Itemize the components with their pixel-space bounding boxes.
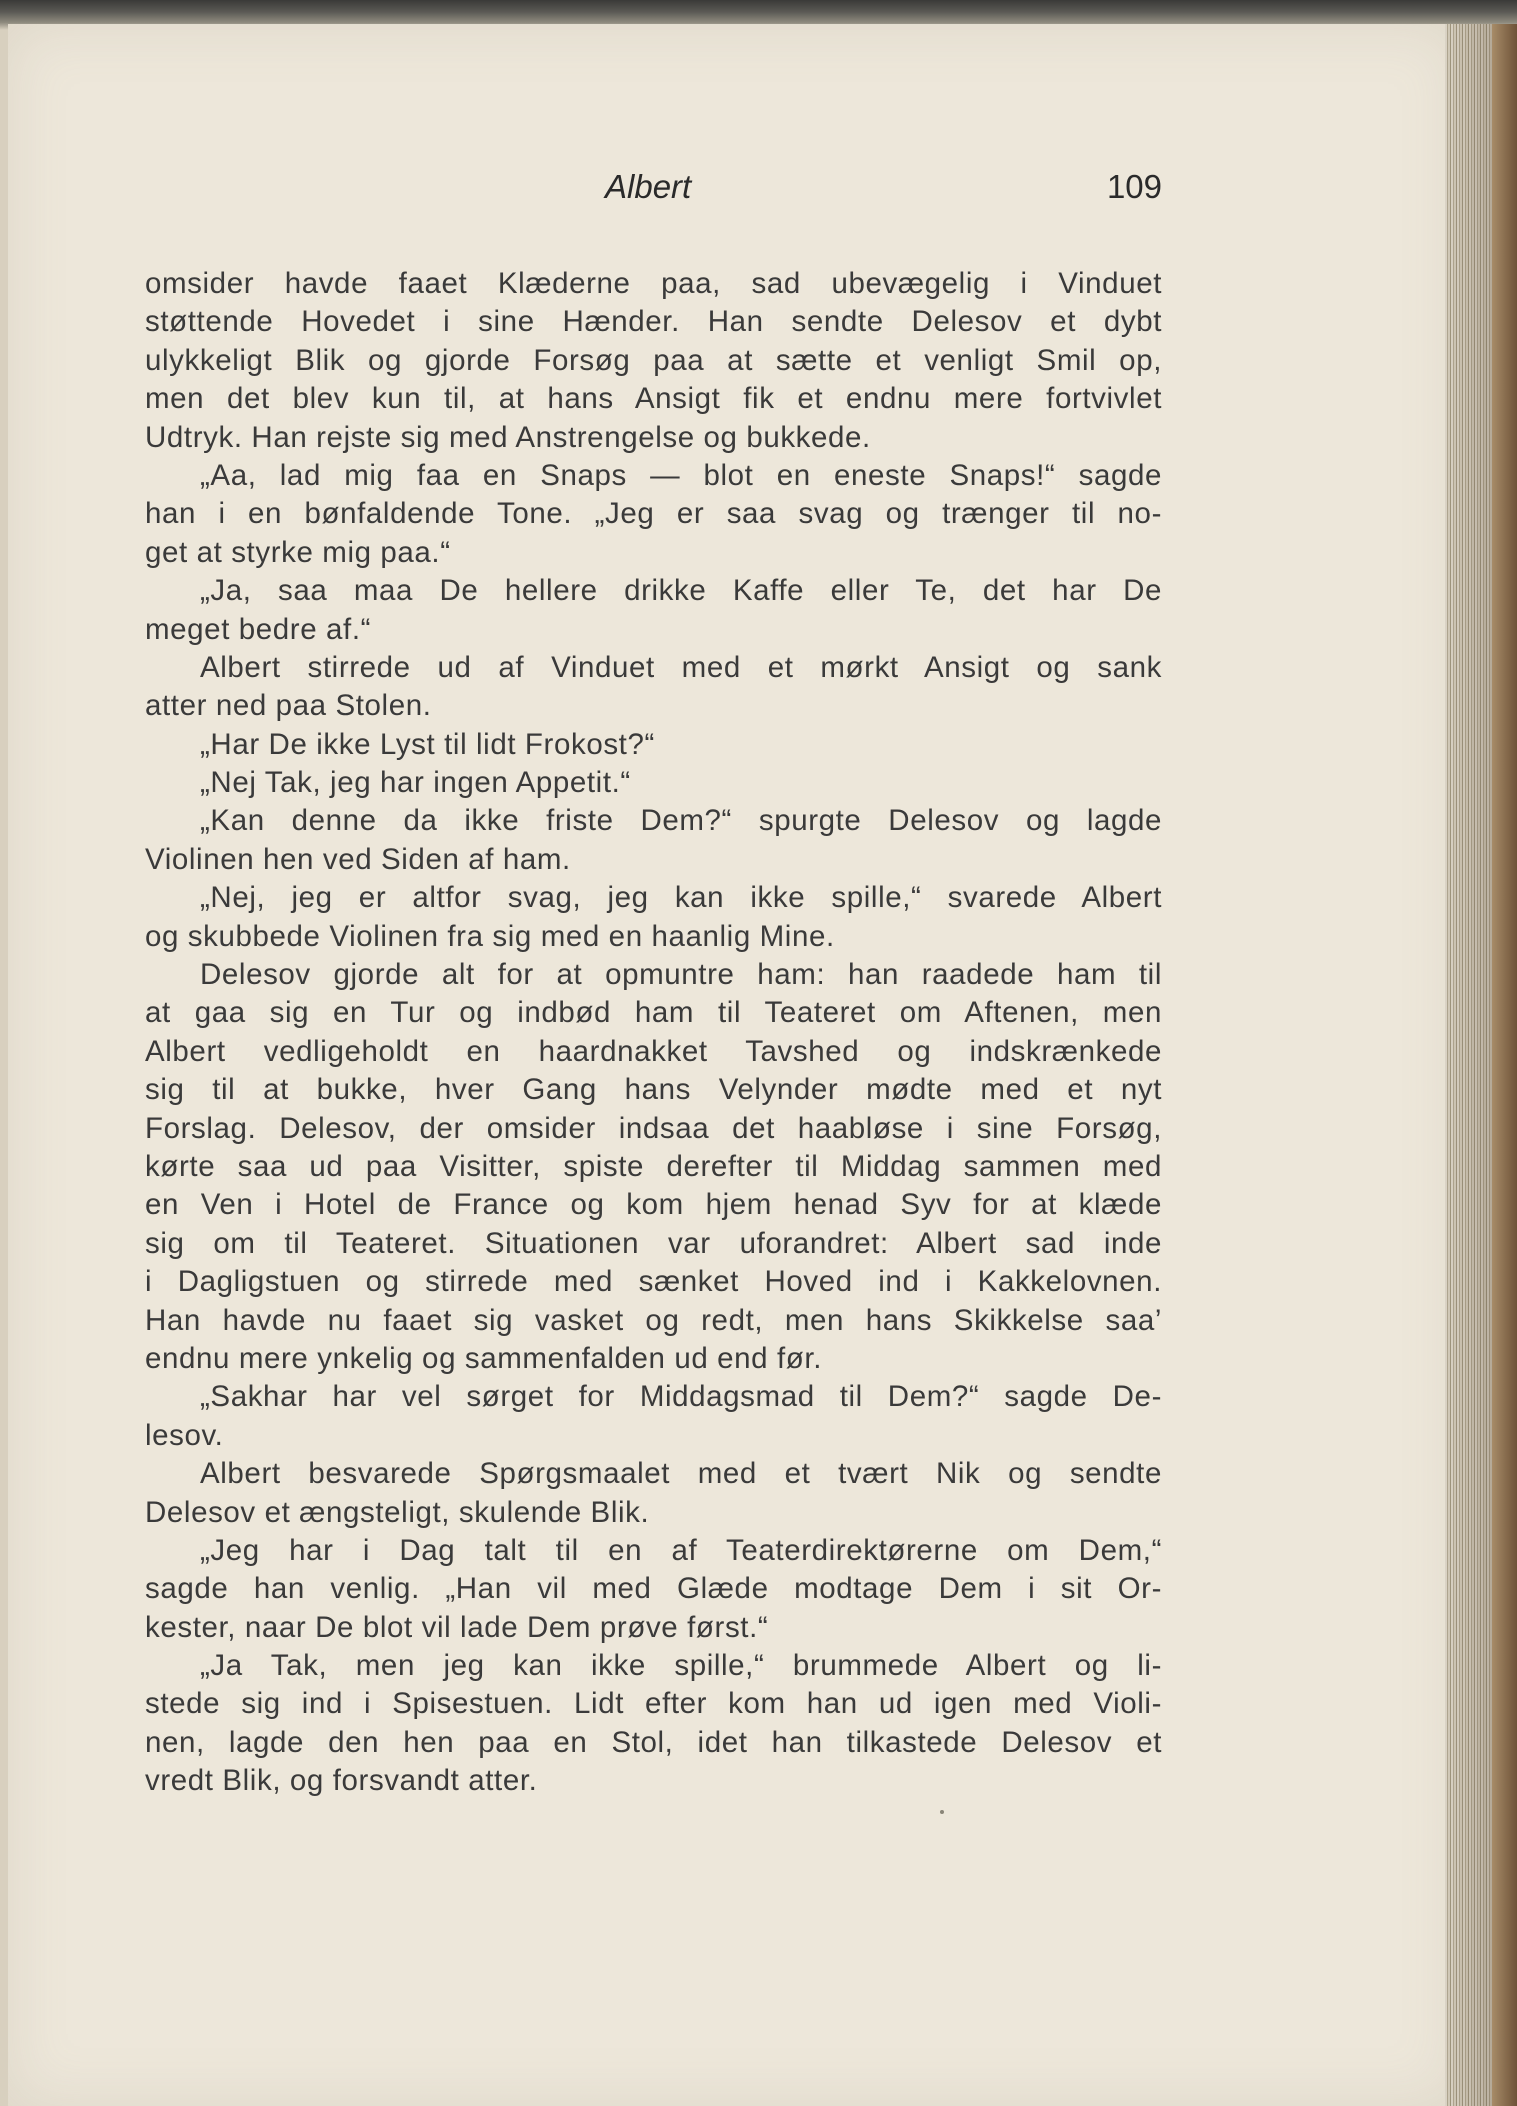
text-line: „Nej, jeg er altfor svag, jeg kan ikke spille,“ svarede Albert (200, 881, 1162, 915)
text-line: kørte saa ud paa Visitter, spiste derefter til Middag sammen med (145, 1149, 1162, 1183)
running-title: Albert (605, 168, 692, 205)
text-line: han i en bønfaldende Tone. „Jeg er saa svag og trænger til no- (145, 497, 1162, 531)
text-line: vredt Blik, og forsvandt atter. (145, 1764, 538, 1798)
text-line: ulykkeligt Blik og gjorde Forsøg paa at sætte et venligt Smil op, (145, 343, 1162, 377)
text-line: at gaa sig en Tur og indbød ham til Teateret om Aftenen, men (145, 996, 1162, 1030)
page-number: 109 (1106, 168, 1162, 205)
text-line: nen, lagde den hen paa en Stol, idet han tilkastede Delesov et (145, 1725, 1162, 1759)
text-line: Delesov et ængsteligt, skulende Blik. (145, 1495, 650, 1529)
text-line: „Har De ikke Lyst til lidt Frokost?“ (200, 727, 655, 761)
body-text (145, 265, 1162, 1801)
text-line: Albert besvarede Spørgsmaalet med et tvært Nik og sendte (200, 1457, 1162, 1491)
text-line: sagde han venlig. „Han vil med Glæde modtage Dem i sit Or- (145, 1572, 1162, 1606)
text-line: „Kan denne da ikke friste Dem?“ spurgte Delesov og lagde (200, 804, 1162, 838)
text-line: men det blev kun til, at hans Ansigt fik et endnu mere fortvivlet (145, 382, 1162, 416)
text-line: og skubbede Violinen fra sig med en haanlig Mine. (145, 919, 835, 953)
text-line: sig om til Teateret. Situationen var uforandret: Albert sad inde (145, 1226, 1162, 1260)
text-line: meget bedre af.“ (145, 612, 372, 646)
text-line: kester, naar De blot vil lade Dem prøve først.“ (145, 1610, 769, 1644)
text-line: endnu mere ynkelig og sammenfalden ud end før. (145, 1341, 822, 1375)
text-line: „Aa, lad mig faa en Snaps — blot en eneste Snaps!“ sagde (200, 458, 1162, 492)
text-line: „Ja, saa maa De hellere drikke Kaffe eller Te, det har De (200, 574, 1162, 608)
text-line: i Dagligstuen og stirrede med sænket Hoved ind i Kakkelovnen. (145, 1265, 1162, 1299)
text-line: „Sakhar har vel sørget for Middagsmad til Dem?“ sagde De- (200, 1380, 1162, 1414)
book-cover-edge (1492, 24, 1517, 2106)
text-line: omsider havde faaet Klæderne paa, sad ubevægelig i Vinduet (145, 267, 1162, 300)
text-line: „Ja Tak, men jeg kan ikke spille,“ brummede Albert og li- (200, 1649, 1162, 1683)
text-line: „Nej Tak, jeg har ingen Appetit.“ (200, 766, 631, 800)
text-line: Albert vedligeholdt en haardnakket Tavshed og indskrænkede (145, 1034, 1162, 1068)
text-line: Udtryk. Han rejste sig med Anstrengelse og bukkede. (145, 420, 871, 454)
text-line: Forslag. Delesov, der omsider indsaa det haabløse i sine Forsøg, (145, 1111, 1162, 1145)
text-line: get at styrke mig paa.“ (145, 535, 451, 569)
paper-speck (940, 1810, 944, 1814)
text-line: Albert stirrede ud af Vinduet med et mørkt Ansigt og sank (200, 650, 1162, 684)
text-line: støttende Hovedet i sine Hænder. Han sendte Delesov et dybt (145, 305, 1162, 339)
text-line: lesov. (145, 1418, 224, 1452)
text-line: atter ned paa Stolen. (145, 689, 432, 723)
text-line: Delesov gjorde alt for at opmuntre ham: han raadede ham til (200, 958, 1162, 992)
text-line: en Ven i Hotel de France og kom hjem henad Syv for at klæde (145, 1188, 1162, 1222)
text-line: Han havde nu faaet sig vasket og redt, men hans Skikkelse saa’ (145, 1303, 1162, 1337)
text-line: sig til at bukke, hver Gang hans Velynder mødte med et nyt (145, 1073, 1162, 1107)
text-line: stede sig ind i Spisestuen. Lidt efter kom han ud igen med Violi- (145, 1687, 1162, 1721)
text-line: „Jeg har i Dag talt til en af Teaterdirektørerne om Dem,“ (200, 1533, 1162, 1567)
running-head (145, 168, 1162, 218)
text-line: Violinen hen ved Siden af ham. (145, 842, 571, 876)
